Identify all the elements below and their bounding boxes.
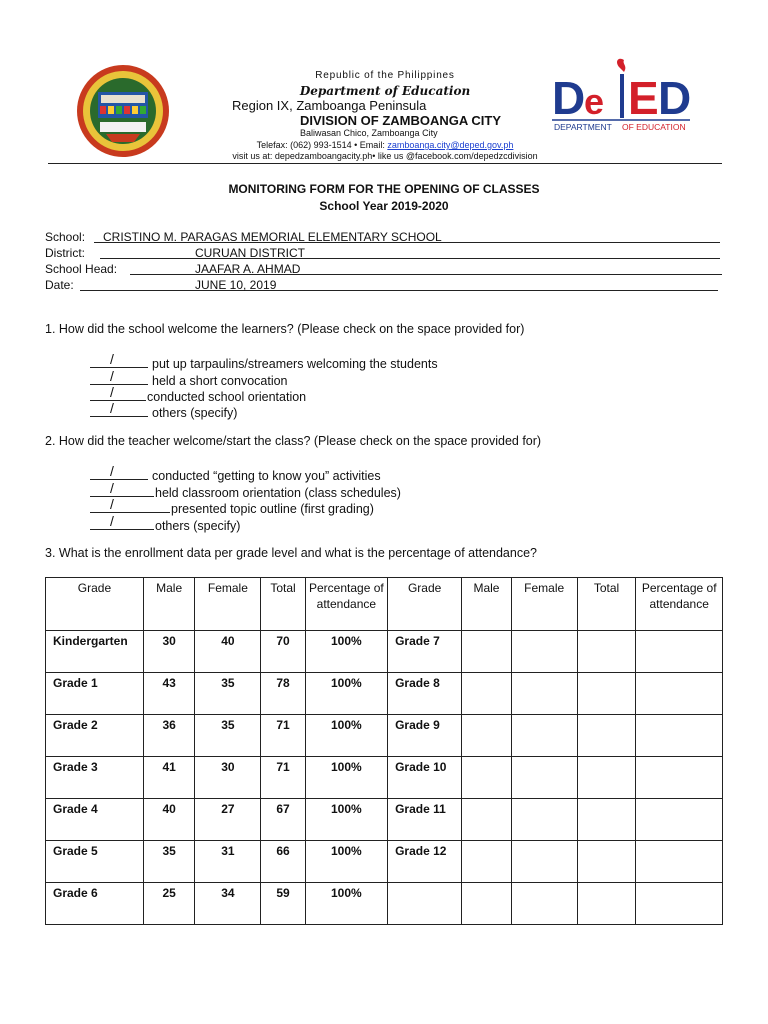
percentage-cell[interactable]: 100%	[305, 715, 387, 757]
male-cell[interactable]	[462, 841, 511, 883]
address-line: Baliwasan Chico, Zamboanga City	[300, 128, 438, 138]
check-mark: /	[110, 496, 114, 512]
total-cell[interactable]	[577, 673, 636, 715]
date-value[interactable]: JUNE 10, 2019	[195, 278, 277, 292]
total-cell[interactable]: 59	[261, 883, 305, 925]
female-cell[interactable]: 27	[195, 799, 261, 841]
option-label: held a short convocation	[152, 374, 288, 388]
email-link[interactable]: zamboanga.city@deped.gov.ph	[387, 140, 514, 150]
question-1: 1. How did the school welcome the learners? (Please check on the space provided for)	[45, 322, 525, 336]
school-field	[45, 230, 85, 244]
grade-cell: Grade 2	[46, 715, 144, 757]
checkbox-blank[interactable]	[90, 513, 154, 530]
header-total: Total	[577, 578, 636, 631]
grade-cell: Grade 11	[388, 799, 462, 841]
header-divider	[48, 163, 722, 164]
percentage-cell[interactable]	[636, 883, 723, 925]
male-cell[interactable]: 40	[143, 799, 195, 841]
checkbox-blank[interactable]	[90, 351, 148, 368]
grade-cell: Grade 7	[388, 631, 462, 673]
q1-option-1[interactable]	[90, 351, 438, 371]
checkbox-blank[interactable]	[90, 496, 170, 513]
checkbox-blank[interactable]	[90, 368, 148, 385]
grade-cell: Grade 4	[46, 799, 144, 841]
check-mark: /	[110, 480, 114, 496]
total-cell[interactable]: 71	[261, 715, 305, 757]
percentage-cell[interactable]	[636, 799, 723, 841]
grade-cell: Grade 10	[388, 757, 462, 799]
q2-option-2[interactable]	[90, 480, 401, 500]
grade-cell: Grade 9	[388, 715, 462, 757]
grade-cell: Grade 12	[388, 841, 462, 883]
male-cell[interactable]: 41	[143, 757, 195, 799]
svg-text:e: e	[584, 81, 605, 122]
school-year: School Year 2019-2020	[319, 199, 449, 213]
total-cell[interactable]: 70	[261, 631, 305, 673]
option-label: conducted school orientation	[147, 390, 307, 404]
header-percentage: Percentage of attendance	[305, 578, 387, 631]
svg-text:D: D	[552, 72, 586, 124]
male-cell[interactable]	[462, 883, 511, 925]
percentage-cell[interactable]	[636, 715, 723, 757]
grade-cell: Grade 5	[46, 841, 144, 883]
female-cell[interactable]	[511, 799, 577, 841]
option-label: conducted “getting to know you” activities	[152, 469, 381, 483]
female-cell[interactable]: 31	[195, 841, 261, 883]
checkbox-blank[interactable]	[90, 463, 148, 480]
header-female: Female	[195, 578, 261, 631]
department-line: Department of Education	[299, 84, 471, 98]
header-percentage: Percentage of attendance	[636, 578, 723, 631]
female-cell[interactable]	[511, 757, 577, 799]
total-cell[interactable]	[577, 715, 636, 757]
female-cell[interactable]	[511, 841, 577, 883]
option-label: put up tarpaulins/streamers welcoming the students	[152, 357, 438, 371]
question-3: 3. What is the enrollment data per grade level and what is the percentage of attendance?	[45, 546, 537, 560]
contact-prefix: Telefax: (062) 993-1514 • Email:	[256, 140, 388, 150]
percentage-cell[interactable]: 100%	[305, 673, 387, 715]
total-cell[interactable]: 66	[261, 841, 305, 883]
grade-cell: Grade 1	[46, 673, 144, 715]
form-title: MONITORING FORM FOR THE OPENING OF CLASSES	[228, 182, 540, 196]
logo-sub-right: OF EDUCATION	[622, 122, 686, 132]
male-cell[interactable]	[462, 673, 511, 715]
region-line: Region IX, Zamboanga Peninsula	[232, 98, 427, 113]
district-value[interactable]: CURUAN DISTRICT	[195, 246, 305, 260]
q1-option-3[interactable]	[90, 384, 307, 404]
female-cell[interactable]: 40	[195, 631, 261, 673]
deped-logo-graphic	[552, 58, 756, 146]
enrollment-table	[45, 577, 723, 925]
table-row	[46, 841, 723, 883]
check-mark: /	[110, 351, 114, 367]
check-mark: /	[110, 513, 114, 529]
female-cell[interactable]: 30	[195, 757, 261, 799]
total-cell[interactable]	[577, 757, 636, 799]
grade-cell: Kindergarten	[46, 631, 144, 673]
percentage-cell[interactable]: 100%	[305, 799, 387, 841]
head-value[interactable]: JAAFAR A. AHMAD	[195, 262, 301, 276]
check-mark: /	[110, 368, 114, 384]
percentage-cell[interactable]	[636, 757, 723, 799]
table-header-row	[46, 578, 723, 631]
date-label: Date:	[45, 278, 74, 292]
q1-option-4[interactable]	[90, 400, 238, 420]
q2-option-1[interactable]	[90, 463, 381, 483]
header-female: Female	[511, 578, 577, 631]
checkbox-blank[interactable]	[90, 400, 148, 417]
male-cell[interactable]	[462, 631, 511, 673]
school-value[interactable]: CRISTINO M. PARAGAS MEMORIAL ELEMENTARY SCHOOL	[103, 230, 442, 244]
logo-sub-left: DEPARTMENT	[554, 122, 612, 132]
q1-option-2[interactable]	[90, 368, 288, 388]
male-cell[interactable]: 25	[143, 883, 195, 925]
percentage-cell[interactable]	[636, 631, 723, 673]
table-row	[46, 715, 723, 757]
option-label: others (specify)	[152, 406, 238, 420]
question-2: 2. How did the teacher welcome/start the class? (Please check on the space provided for)	[45, 434, 542, 448]
female-cell[interactable]	[511, 673, 577, 715]
percentage-cell[interactable]: 100%	[305, 883, 387, 925]
head-label: School Head:	[45, 262, 118, 276]
female-cell[interactable]: 35	[195, 715, 261, 757]
total-cell[interactable]: 78	[261, 673, 305, 715]
division-seal-logo	[76, 64, 170, 158]
percentage-cell[interactable]: 100%	[305, 757, 387, 799]
grade-cell	[388, 883, 462, 925]
district-underline	[100, 258, 720, 259]
table-row	[46, 799, 723, 841]
male-cell[interactable]	[462, 757, 511, 799]
percentage-cell[interactable]	[636, 673, 723, 715]
q2-option-4[interactable]	[90, 513, 241, 533]
grade-cell: Grade 8	[388, 673, 462, 715]
school-label: School:	[45, 230, 86, 244]
grade-cell: Grade 3	[46, 757, 144, 799]
check-mark: /	[110, 463, 114, 479]
date-underline	[80, 290, 718, 291]
female-cell[interactable]: 35	[195, 673, 261, 715]
svg-text:D: D	[658, 72, 692, 124]
male-cell[interactable]: 35	[143, 841, 195, 883]
header-grade: Grade	[46, 578, 144, 631]
check-mark: /	[110, 384, 114, 400]
total-cell[interactable]: 67	[261, 799, 305, 841]
male-cell[interactable]: 30	[143, 631, 195, 673]
header-male: Male	[462, 578, 511, 631]
total-cell[interactable]	[577, 799, 636, 841]
grade-cell: Grade 6	[46, 883, 144, 925]
total-cell[interactable]	[577, 631, 636, 673]
table-row	[46, 631, 723, 673]
option-label: presented topic outline (first grading)	[171, 502, 374, 516]
checkbox-blank[interactable]	[90, 384, 146, 401]
contact-line	[190, 140, 580, 150]
visit-line: visit us at: depedzamboangacity.ph• like us @facebook.com/depedzcdivision	[232, 151, 538, 161]
male-cell[interactable]: 43	[143, 673, 195, 715]
total-cell[interactable]	[577, 883, 636, 925]
logo-text: DepED	[752, 58, 756, 59]
deped-logo	[552, 58, 756, 146]
checkbox-blank[interactable]	[90, 480, 154, 497]
female-cell[interactable]	[511, 715, 577, 757]
female-cell[interactable]	[511, 631, 577, 673]
header-total: Total	[261, 578, 305, 631]
svg-text:E: E	[628, 72, 659, 124]
option-label: others (specify)	[155, 519, 241, 533]
male-cell[interactable]	[462, 715, 511, 757]
check-mark: /	[110, 400, 114, 416]
male-cell[interactable]	[462, 799, 511, 841]
female-cell[interactable]: 34	[195, 883, 261, 925]
q2-option-3[interactable]	[90, 496, 374, 516]
division-line: DIVISION OF ZAMBOANGA CITY	[300, 113, 502, 128]
percentage-cell[interactable]	[636, 841, 723, 883]
header-grade: Grade	[388, 578, 462, 631]
total-cell[interactable]: 71	[261, 757, 305, 799]
total-cell[interactable]	[577, 841, 636, 883]
male-cell[interactable]: 36	[143, 715, 195, 757]
district-label: District:	[45, 246, 85, 260]
female-cell[interactable]	[511, 883, 577, 925]
table-row	[46, 673, 723, 715]
republic-line: Republic of the Philippines	[315, 70, 455, 81]
header-male: Male	[143, 578, 195, 631]
table-row	[46, 757, 723, 799]
percentage-cell[interactable]: 100%	[305, 841, 387, 883]
percentage-cell[interactable]: 100%	[305, 631, 387, 673]
option-label: held classroom orientation (class schedules)	[155, 486, 401, 500]
table-row	[46, 883, 723, 925]
